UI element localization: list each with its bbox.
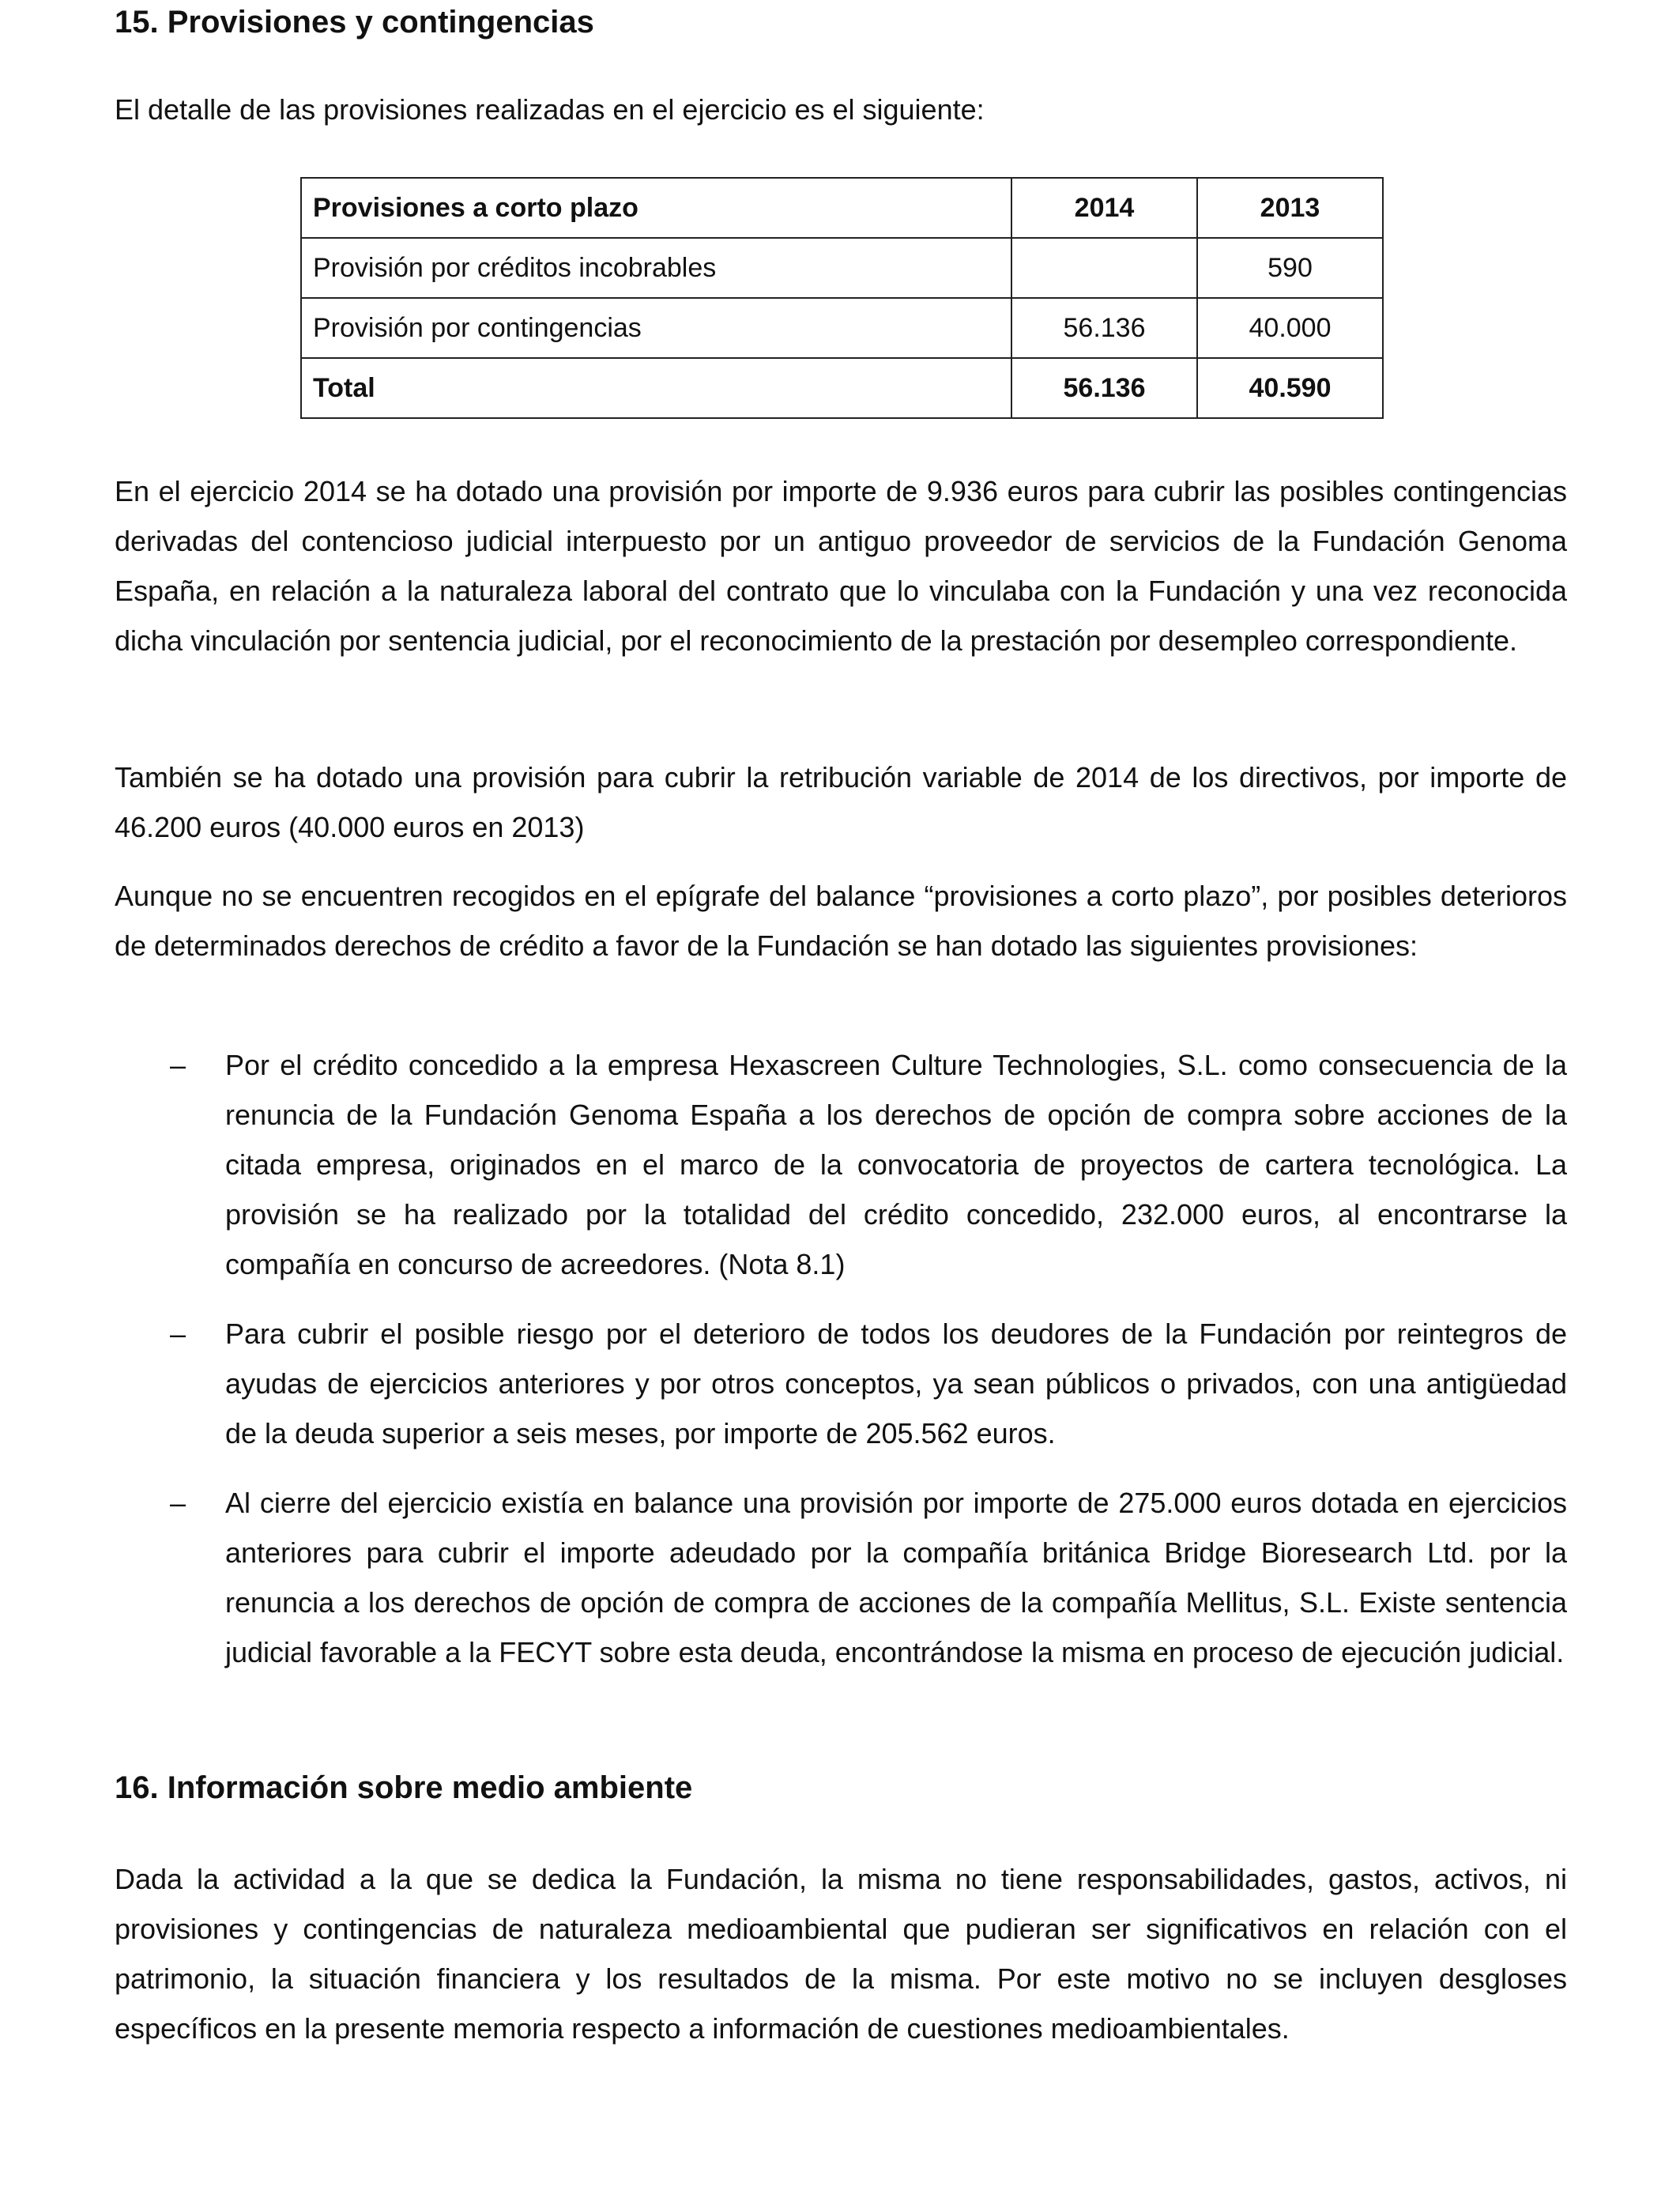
table-total-row	[301, 358, 1383, 418]
list-item-text: Para cubrir el posible riesgo por el deterioro de todos los deudores de la Fundación por reintegros de ayudas de ejercicios anteriores y por otros conceptos, ya sean públicos o privados, con una antigüedad de la deuda superior a seis meses, por importe de 205.562 euros.	[225, 1318, 1567, 1449]
paragraph: También se ha dotado una provisión para cubrir la retribución variable de 2014 de los directivos, por importe de 46.200 euros (40.000 euros en 2013)	[115, 761, 1567, 843]
table-total-cell: 56.136	[1011, 358, 1197, 418]
table-cell: Provisión por créditos incobrables	[301, 238, 1011, 298]
table-header-row	[301, 178, 1383, 238]
section-15-intro: El detalle de las provisiones realizadas en el ejercicio es el siguiente:	[115, 93, 985, 126]
table-cell: 40.000	[1197, 298, 1383, 358]
table-header-cell: 2013	[1197, 178, 1383, 238]
table-cell: Provisión por contingencias	[301, 298, 1011, 358]
table-row	[301, 238, 1383, 298]
paragraph: En el ejercicio 2014 se ha dotado una provisión por importe de 9.936 euros para cubrir las posibles contingencias derivadas del contencioso judicial interpuesto por un antiguo proveedor de servicios de la Fundación Genoma España, en relación a la naturaleza laboral del contrato que lo vinculaba con la Fundación y una vez reconocida dicha vinculación por sentencia judicial, por el reconocimiento de la prestación por desempleo correspondiente.	[115, 475, 1567, 657]
section-16-heading: 16. Información sobre medio ambiente	[115, 1770, 693, 1805]
bullet-dash: –	[170, 1049, 186, 1081]
table-cell	[1011, 238, 1197, 298]
table-cell: 56.136	[1011, 298, 1197, 358]
bullet-dash: –	[170, 1487, 186, 1519]
table-header-cell: Provisiones a corto plazo	[301, 178, 1011, 238]
table-cell: 590	[1197, 238, 1383, 298]
list-item-text: Por el crédito concedido a la empresa Hexascreen Culture Technologies, S.L. como consecuencia de la renuncia de la Fundación Genoma España a los derechos de opción de compra sobre acciones de la citada empresa, originados en el marco de la convocatoria de proyectos de cartera tecnológica. La provisión se ha realizado por la totalidad del crédito concedido, 232.000 euros, al encontrarse la compañía en concurso de acreedores. (Nota 8.1)	[225, 1049, 1567, 1280]
table-row	[301, 298, 1383, 358]
table-header-cell: 2014	[1011, 178, 1197, 238]
provisions-table	[300, 177, 1384, 419]
bullet-dash: –	[170, 1318, 186, 1350]
paragraph: Dada la actividad a la que se dedica la Fundación, la misma no tiene responsabilidades, gastos, activos, ni provisiones y contingencias de naturaleza medioambiental que pudieran ser significativos en relación con el patrimonio, la situación financiera y los resultados de la misma. Por este motivo no se incluyen desgloses específicos en la presente memoria respecto a información de cuestiones medioambientales.	[115, 1863, 1567, 2045]
table-total-cell: 40.590	[1197, 358, 1383, 418]
paragraph: Aunque no se encuentren recogidos en el epígrafe del balance “provisiones a corto plazo”, por posibles deterioros de determinados derechos de crédito a favor de la Fundación se han dotado las siguientes provisiones:	[115, 880, 1567, 962]
table-total-cell: Total	[301, 358, 1011, 418]
list-item-text: Al cierre del ejercicio existía en balance una provisión por importe de 275.000 euros dotada en ejercicios anteriores para cubrir el importe adeudado por la compañía británica Bridge Bioresearch Ltd. por la renuncia a los derechos de opción de compra de acciones de la compañía Mellitus, S.L. Existe sentencia judicial favorable a la FECYT sobre esta deuda, encontrándose la misma en proceso de ejecución judicial.	[225, 1487, 1567, 1668]
section-15-heading: 15. Provisiones y contingencias	[115, 5, 594, 40]
